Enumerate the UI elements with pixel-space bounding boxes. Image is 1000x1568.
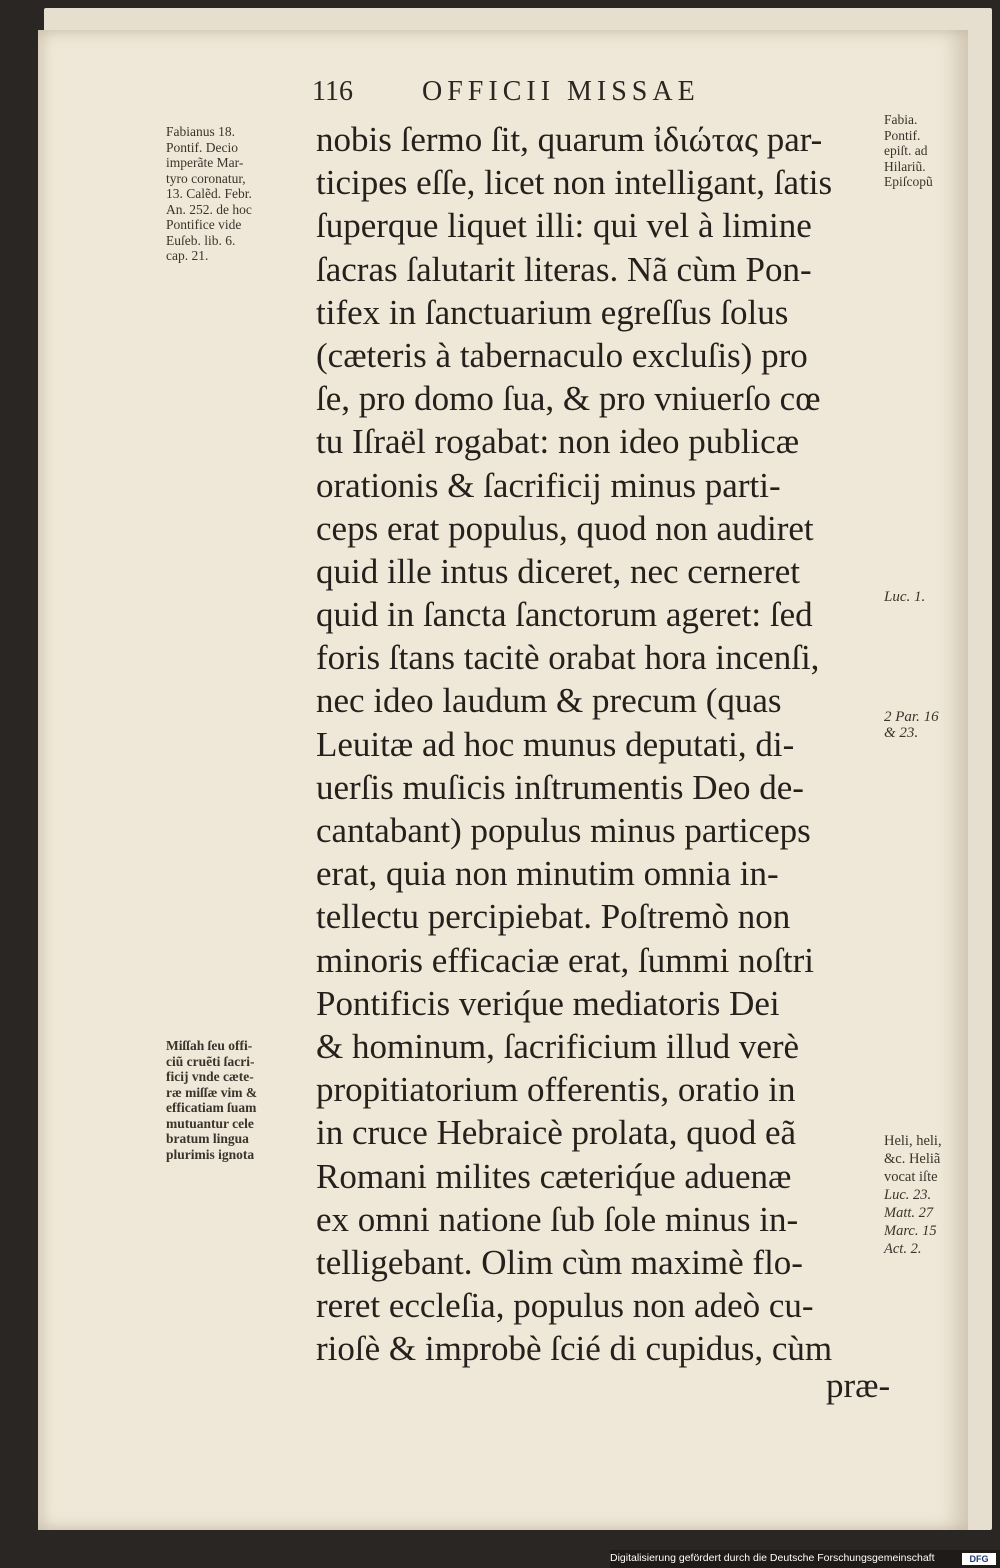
margin-line: mutuantur cele [166, 1115, 254, 1131]
text-line: nobis ſermo ſit, quarum ἰδιώτας par- [316, 120, 823, 159]
margin-line: Euſeb. lib. 6. [166, 232, 236, 248]
text-line: tellectu percipiebat. Poſtremò non [316, 897, 791, 937]
margin-line: Heli, heli, [884, 1133, 942, 1149]
text-line: foris ſtans tacitè orabat hora incenſi, [316, 638, 820, 678]
margin-line: Pontifice vide [166, 217, 242, 232]
page-header [312, 76, 782, 116]
margin-line: ciũ cruẽti ſacri- [166, 1053, 255, 1069]
margin-line: Fabia. [884, 112, 918, 127]
text-line: Leuitæ ad hoc munus deputati, di- [316, 724, 795, 764]
catchword: præ- [826, 1366, 891, 1405]
left-margin-note-fabianus [166, 124, 314, 264]
left-margin-note-missa [166, 1038, 314, 1162]
text-line: propitiatorium offerentis, oratio in [316, 1070, 796, 1110]
margin-line: tyro coronatur, [166, 170, 246, 186]
text-line: ſacras ſalutarit literas. Nã cùm Pon- [316, 249, 812, 289]
margin-line: Luc. 1. [884, 589, 926, 605]
margin-line: plurimis ignota [166, 1146, 255, 1162]
margin-line: ficij vnde cæte- [166, 1069, 254, 1084]
right-margin-note-luc [884, 590, 976, 606]
margin-line: 2 Par. 16 [884, 709, 939, 725]
right-margin-note-heli [884, 1132, 976, 1258]
margin-line: ræ miſſæ vim & [166, 1084, 258, 1100]
running-head: OFFICII MISSAE [422, 76, 700, 107]
margin-line: epiſt. ad [884, 143, 928, 158]
margin-line: Hilariũ. [884, 158, 926, 174]
margin-line: Pontif. [884, 127, 921, 143]
margin-line: An. 252. de hoc [166, 201, 252, 217]
margin-line: Marc. 15 [884, 1223, 937, 1239]
margin-line: cap. 21. [166, 248, 209, 263]
text-line: ticipes eſſe, licet non intelligant, ſatis [316, 163, 833, 203]
text-line: rioſè & improbè ſcié di cupidus, cùm [316, 1329, 833, 1369]
text-line: ex omni natione ſub ſole minus in- [316, 1199, 799, 1239]
text-line: minoris efficaciæ erat, ſummi noſtri [316, 940, 814, 980]
margin-line: Matt. 27 [884, 1205, 934, 1221]
footer-text: Digitalisierung gefördert durch die Deutsche Forschungsgemeinschaft [610, 1552, 935, 1564]
text-line: quid ille intus diceret, nec cerneret [316, 551, 800, 591]
margin-line: Miſſah ſeu offi- [166, 1038, 253, 1053]
margin-line: vocat iſte [884, 1169, 938, 1185]
text-line: Romani milites cæteriq́ue aduenæ [316, 1156, 792, 1196]
text-line: erat, quia non minutim omnia in- [316, 854, 779, 894]
margin-line: imperãte Mar- [166, 155, 244, 170]
text-line: ſuperque liquet illi: qui vel à limine [316, 206, 812, 246]
text-line: tifex in ſanctuarium egreſſus ſolus [316, 292, 789, 332]
margin-line: 13. Calẽd. Febr. [166, 186, 252, 201]
margin-line: Luc. 23. [884, 1187, 932, 1203]
text-line: reret eccleſia, populus non adeò cu- [316, 1286, 814, 1326]
text-line: tu Iſraël rogabat: non ideo publicæ [316, 422, 800, 462]
text-line: orationis & ſacrificij minus parti- [316, 465, 781, 505]
right-margin-note-par [884, 710, 976, 741]
page-number: 116 [312, 76, 353, 107]
right-margin-note-fabia [884, 112, 976, 190]
text-line: ceps erat populus, quod non audiret [316, 508, 814, 548]
text-line: Pontificis veriq́ue mediatoris Dei [316, 983, 780, 1023]
text-line: nec ideo laudum & precum (quas [316, 681, 782, 721]
digitization-footer [610, 1550, 1000, 1568]
margin-line: Pontif. Decio [166, 139, 238, 155]
margin-line: Act. 2. [884, 1241, 922, 1257]
margin-line: efficatiam ſuam [166, 1100, 257, 1115]
margin-line: bratum lingua [166, 1131, 249, 1146]
margin-line: Fabianus 18. [166, 124, 235, 139]
margin-line: & 23. [884, 724, 919, 741]
text-line: (cæteris à tabernaculo excluſis) pro [316, 335, 808, 375]
text-line: telligebant. Olim cùm maximè flo- [316, 1242, 803, 1282]
text-line: uerſis muſicis inſtrumentis Deo de- [316, 767, 804, 807]
margin-line: &c. Heliã [884, 1151, 941, 1167]
text-line: ſe, pro domo ſua, & pro vniuerſo cœ [316, 379, 821, 419]
text-line: & hominum, ſacrificium illud verè [316, 1026, 800, 1066]
dfg-logo-icon: DFG [962, 1553, 996, 1565]
text-line: in cruce Hebraicè prolata, quod eã [316, 1113, 797, 1153]
margin-line: Epiſcopũ [884, 174, 933, 189]
text-line: quid in ſancta ſanctorum ageret: ſed [316, 595, 813, 635]
text-line: cantabant) populus minus particeps [316, 811, 811, 850]
main-text [316, 118, 896, 1370]
